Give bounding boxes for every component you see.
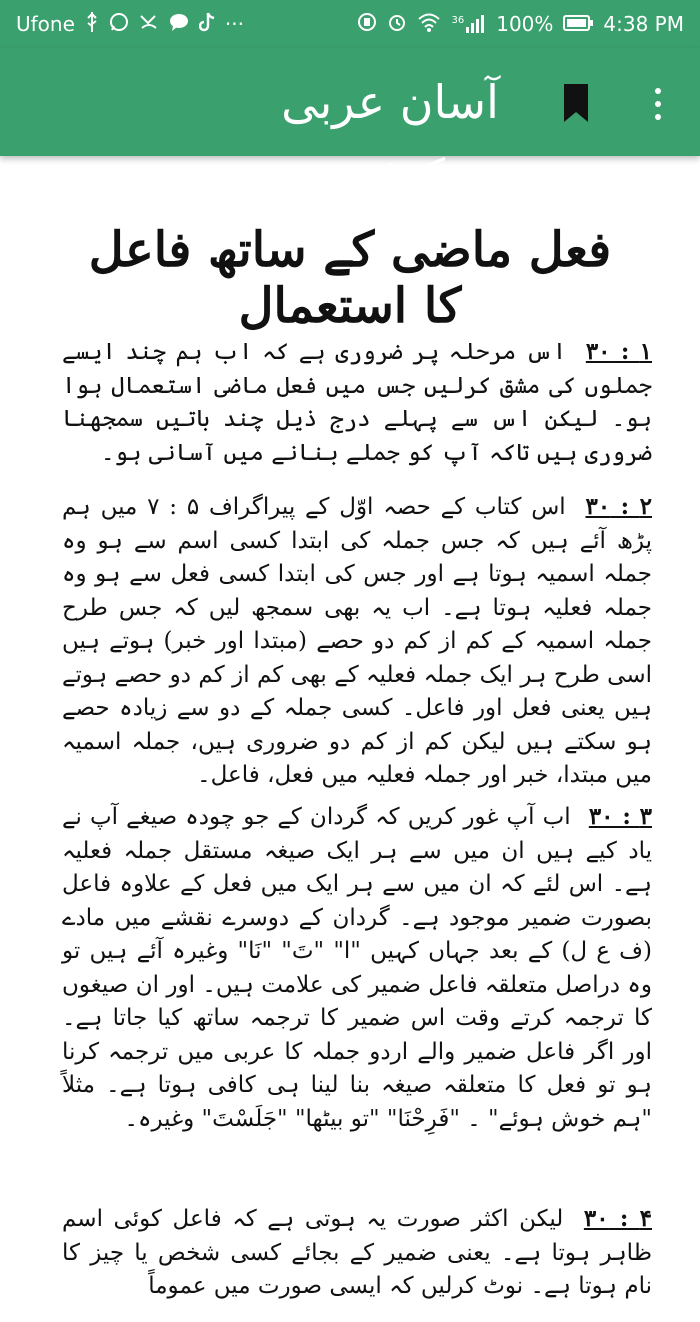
paragraph-text: اب آپ غور کریں کہ گردان کے جو چودہ صیغے آپ نے یاد کیے ہیں ان میں سے ہر ایک صیغہ مستقل جملہ فعلیہ ہے۔ اس لئے کہ ان میں سے ہر ایک میں فعل کے علاوہ فاعل بصورت ضمیر موجود ہے۔ گردان کے دوسرے نقشے میں مادے (ف ع ل) کے بعد جہاں کہیں "ا" "تَ" "نَا" وغیرہ آئے ہیں تو وہ دراصل متعلقہ فاعل ضمیر کی علامت ہیں۔ اور ان صیغوں کا ترجمہ کرتے وقت اس ضمیر کا ترجمہ ساتھ کیا جاتا ہے۔ اور اگر فاعل ضمیر والے اردو جملہ کا عربی میں ترجمہ کرنا ہو تو فعل کا متعلقہ صیغہ بنا لینا ہی کافی ہوتا ہے۔ مثلاً "ہم خوش ہوئے" ۔ "فَرِحْنَا" "تو بیٹھا" "جَلَسْتَ" وغیرہ۔ (62, 804, 652, 1132)
paragraph-2 (62, 490, 652, 793)
paragraph-number: ۱ : ۳۰ (585, 338, 652, 365)
alarm-icon (387, 12, 407, 37)
page-content[interactable] (0, 160, 700, 1322)
usb-icon (85, 12, 99, 37)
chat-icon (169, 12, 189, 37)
paragraph-text: اس کتاب کے حصہ اوّل کے پیراگراف ۵ : ۷ میں ہم پڑھ آئے ہیں کہ جس جملہ کی ابتدا کسی اسم سے ہو وہ جملہ اسمیہ ہوتا ہے اور جس کی ابتدا کسی فعل سے ہو وہ جملہ فعلیہ ہوتا ہے۔ اب یہ بھی سمجھ لیں کہ جس طرح جملہ اسمیہ کے کم از کم دو حصے (مبتدا اور خبر) ہوتے ہیں اسی طرح ہر ایک جملہ فعلیہ کے بھی کم از کم دو حصے ہوتے ہیں یعنی فعل اور فاعل۔ کسی جملہ کے دو سے زیادہ حصے ہو سکتے ہیں لیکن کم از کم دو ضروری ہیں، جملہ اسمیہ میں مبتدا، خبر اور جملہ فعلیہ میں فعل، فاعل۔ (62, 494, 652, 788)
missed-call-icon (139, 12, 159, 37)
vibrate-icon (357, 12, 377, 37)
app-bar (0, 48, 700, 209)
tiktok-icon (199, 12, 215, 37)
paragraph-number: ۲ : ۳۰ (585, 493, 652, 520)
whatsapp-icon (109, 12, 129, 37)
more-notifications: ··· (224, 12, 244, 36)
app-title: آسان عربی گرامر (281, 75, 499, 209)
signal-icon (451, 15, 486, 33)
status-bar (0, 0, 700, 48)
battery-icon (563, 12, 593, 36)
network-type: 36 (451, 15, 465, 26)
wifi-icon (417, 12, 441, 37)
battery-percent: 100% (496, 12, 554, 36)
paragraph-3 (62, 800, 652, 1136)
paragraph-number: ۴ : ۳۰ (583, 1205, 652, 1232)
paragraph-number: ۳ : ۳۰ (588, 803, 652, 830)
bookmark-icon[interactable] (561, 82, 591, 126)
page-heading: فعل ماضی کے ساتھ فاعل کا استعمال (88, 222, 612, 334)
paragraph-4 (62, 1202, 652, 1304)
paragraph-text: اس مرحلہ پر ضروری ہے کہ اب ہم چند ایسے جملوں کی مشق کرلیں جس میں فعل ماضی استعمال ہوا ہو۔ لیکن اس سے پہلے درج ذیل چند باتیں سمجھنا ضروری ہیں تاکہ آپ کو جملے بنانے میں آسانی ہو۔ (62, 339, 652, 466)
clock: 4:38 PM (603, 12, 684, 36)
paragraph-1 (62, 335, 652, 470)
paragraph-text: لیکن اکثر صورت یہ ہوتی ہے کہ فاعل کوئی اسم ظاہر ہوتا ہے۔ یعنی ضمیر کے بجائے کسی شخص یا چیز کا نام ہوتا ہے۔ نوٹ کرلیں کہ ایسی صورت میں عموماً (62, 1206, 652, 1299)
more-vert-icon[interactable] (640, 82, 676, 126)
carrier-name: Ufone (16, 12, 75, 36)
